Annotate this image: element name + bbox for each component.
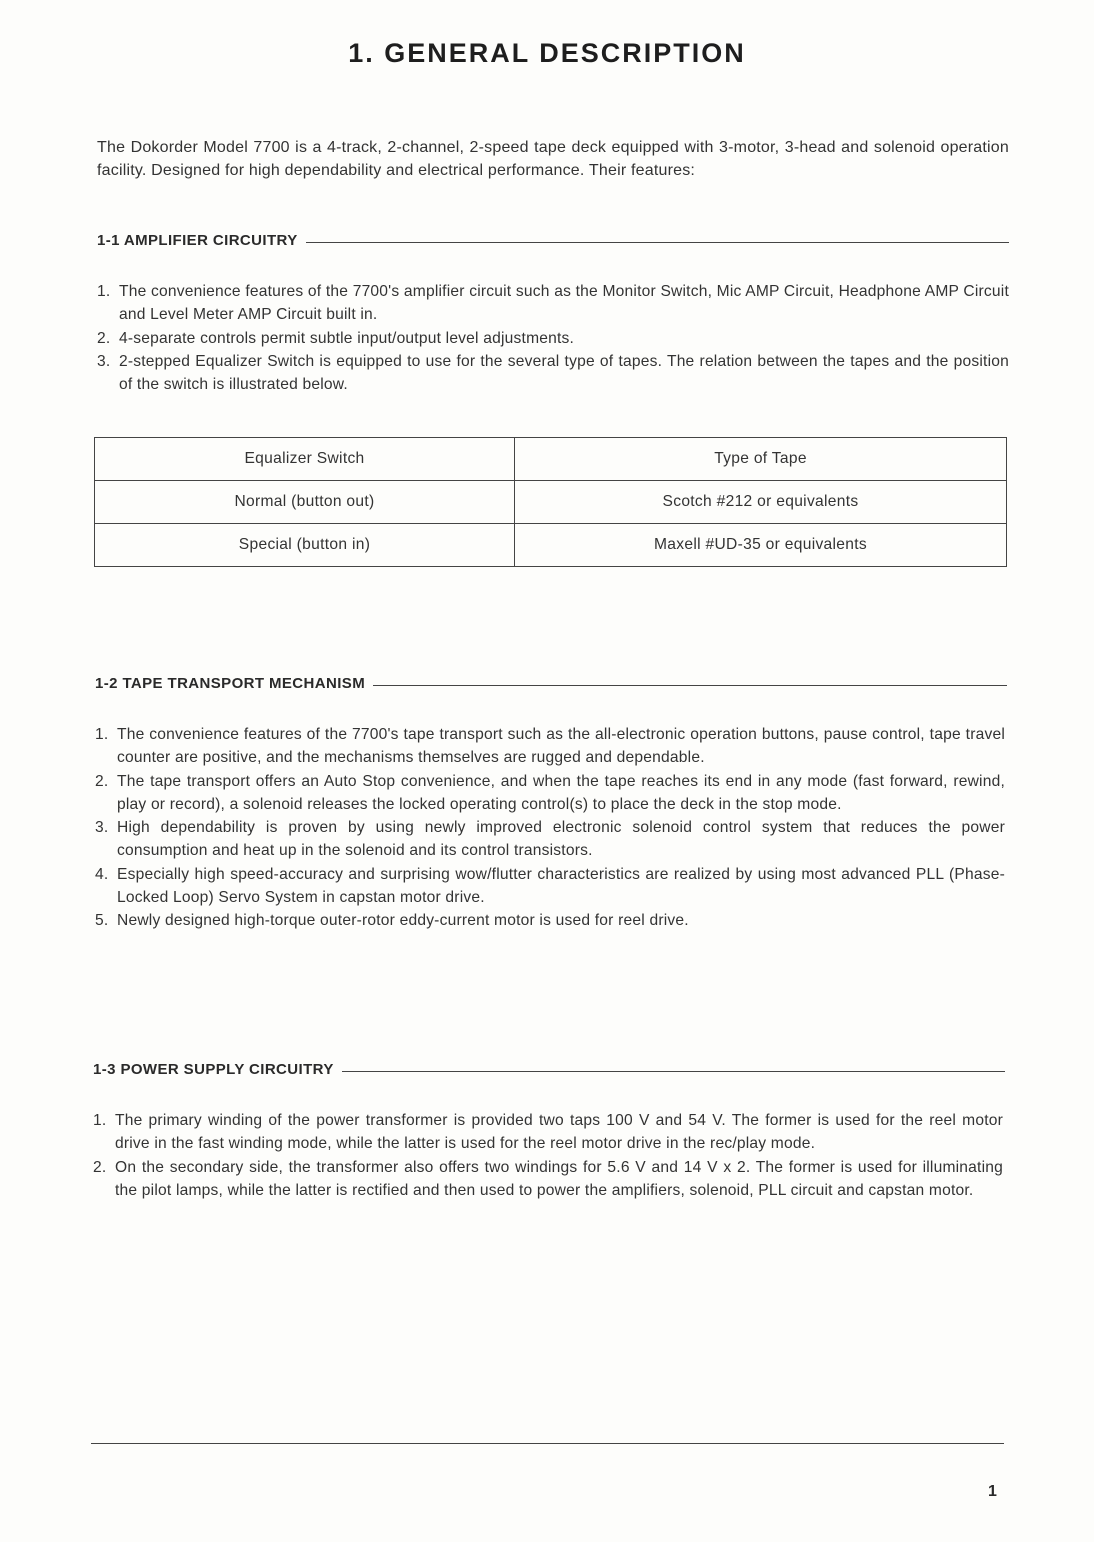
- amplifier-feature-list: [97, 280, 1009, 396]
- list-item: 2. The tape transport offers an Auto Stop convenience, and when the tape reaches its end in any mode (fast forward, rewind, play or record), a solenoid releases the locked operating control(s) to place the deck in the stop mode.: [95, 772, 1005, 813]
- list-item: 1. The convenience features of the 7700's tape transport such as the all-electronic operation buttons, pause control, tape travel counter are positive, and the mechanisms themselves are rugged and dependable.: [95, 726, 1005, 767]
- power-supply-feature-list: [93, 1109, 1003, 1202]
- section-heading-power-supply: [93, 1061, 1005, 1078]
- table-cell: Special (button in): [95, 524, 515, 567]
- list-item: 2. 4-separate controls permit subtle input/output level adjustments.: [97, 329, 575, 347]
- list-item: 3. High dependability is proven by using newly improved electronic solenoid control system that reduces the power consumption and heat up in the solenoid and its control transistors.: [95, 819, 1005, 860]
- intro-paragraph: The Dokorder Model 7700 is a 4-track, 2-channel, 2-speed tape deck equipped with 3-motor, 3-head and solenoid operation facility. Designed for high dependability and electrical performance. Their features:: [97, 139, 1009, 179]
- page-title: 1. GENERAL DESCRIPTION: [348, 38, 746, 68]
- table-row: [95, 481, 1007, 524]
- section-heading-transport: [95, 675, 1007, 692]
- table-cell: Maxell #UD-35 or equivalents: [515, 524, 1007, 567]
- list-item: 3. 2-stepped Equalizer Switch is equipped to use for the several type of tapes. The relation between the tapes and the position of the switch is illustrated below.: [97, 352, 1009, 394]
- transport-feature-list: [95, 723, 1005, 933]
- heading-rule: [373, 685, 1007, 686]
- list-item: 4. Especially high speed-accuracy and surprising wow/flutter characteristics are realized by using most advanced PLL (Phase-Locked Loop) Servo System in capstan motor drive.: [95, 865, 1005, 907]
- section-heading-label: 1-3 POWER SUPPLY CIRCUITRY: [93, 1061, 334, 1078]
- list-item: 2. On the secondary side, the transformer also offers two windings for 5.6 V and 14 V x 2. The former is used for illuminating the pilot lamps, while the latter is rectified and then used to power the amplifiers, solenoid, PLL circuit and capstan motor.: [93, 1158, 1003, 1199]
- section-heading-label: 1-2 TAPE TRANSPORT MECHANISM: [95, 675, 366, 692]
- table-header-cell: Equalizer Switch: [95, 438, 515, 481]
- list-item: 1. The primary winding of the power transformer is provided two taps 100 V and 54 V. The former is used for the reel motor drive in the fast winding mode, while the latter is used for the reel motor drive in the rec/play mode.: [93, 1112, 1003, 1153]
- table-cell: Scotch #212 or equivalents: [515, 481, 1007, 524]
- list-item: 5. Newly designed high-torque outer-rotor eddy-current motor is used for reel drive.: [95, 912, 689, 930]
- page-number: 1: [988, 1483, 997, 1500]
- table-cell: Normal (button out): [95, 481, 515, 524]
- section-heading-label: 1-1 AMPLIFIER CIRCUITRY: [97, 232, 298, 249]
- heading-rule: [306, 242, 1009, 243]
- table-header-row: [95, 438, 1007, 481]
- section-heading-amplifier: [97, 232, 1009, 249]
- list-item: 1. The convenience features of the 7700's amplifier circuit such as the Monitor Switch, Mic AMP Circuit, Headphone AMP Circuit and Level Meter AMP Circuit built in.: [97, 283, 1009, 324]
- footer-rule: [91, 1443, 1004, 1444]
- table-header-cell: Type of Tape: [515, 438, 1007, 481]
- heading-rule: [342, 1071, 1005, 1072]
- equalizer-table: [94, 437, 1007, 567]
- table-row: [95, 524, 1007, 567]
